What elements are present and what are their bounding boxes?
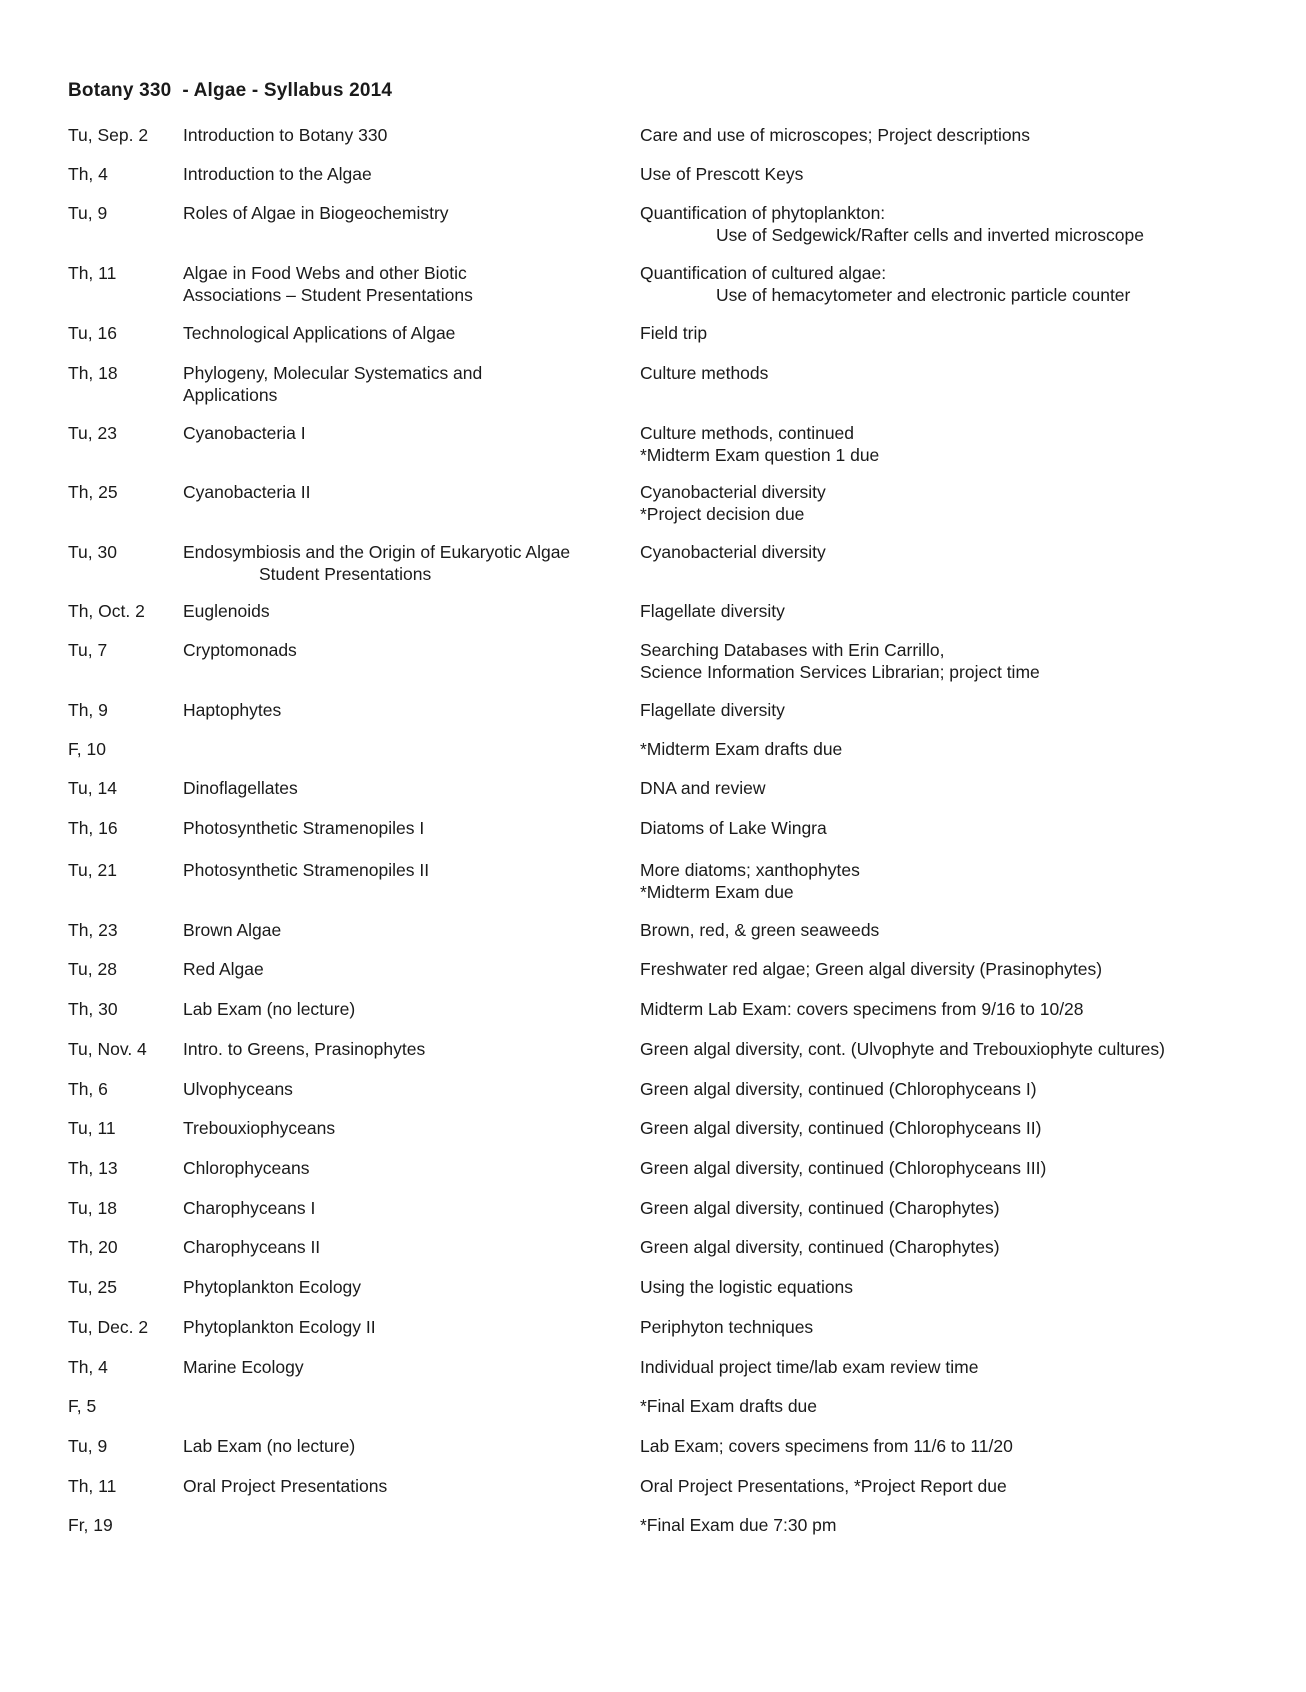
lab-topic	[640, 817, 827, 839]
lecture-line: Photosynthetic Stramenopiles I	[183, 818, 425, 838]
lab-line: Care and use of microscopes; Project descriptions	[640, 125, 1031, 145]
lab-topic	[640, 699, 785, 721]
lab-line: Green algal diversity, continued (Charophytes)	[640, 1237, 1000, 1257]
lab-line: Field trip	[640, 323, 708, 343]
lab-topic	[640, 124, 1030, 146]
lab-line: Cyanobacterial diversity	[640, 542, 826, 562]
lab-line: DNA and review	[640, 778, 766, 798]
lab-topic	[640, 1356, 978, 1378]
session-date: Th, 23	[68, 920, 118, 940]
lab-line: Brown, red, & green seaweeds	[640, 920, 880, 940]
lab-topic	[640, 998, 1084, 1020]
lecture-topic	[183, 1236, 320, 1258]
lecture-topic	[183, 1475, 387, 1497]
session-date: Fr, 19	[68, 1515, 113, 1535]
lab-line: Searching Databases with Erin Carrillo,	[640, 640, 945, 660]
lab-topic	[640, 1197, 1000, 1219]
lecture-line: Technological Applications of Algae	[183, 323, 456, 343]
lab-topic	[640, 1514, 837, 1536]
session-date: Tu, 21	[68, 860, 117, 880]
session-date: Tu, Dec. 2	[68, 1317, 149, 1337]
page-title: Botany 330 - Algae - Syllabus 2014	[68, 80, 393, 101]
lab-topic	[640, 1117, 1041, 1139]
lab-line: Periphyton techniques	[640, 1317, 814, 1337]
session-date: Tu, 7	[68, 640, 108, 660]
lab-topic	[640, 1078, 1037, 1100]
lab-line: *Project decision due	[640, 504, 805, 524]
lab-topic	[640, 777, 765, 799]
lecture-line: Ulvophyceans	[183, 1079, 293, 1099]
lab-topic	[640, 639, 1040, 683]
session-date: Tu, 11	[68, 1118, 116, 1138]
lab-line: Flagellate diversity	[640, 601, 785, 621]
lab-line: More diatoms; xanthophytes	[640, 860, 860, 880]
lecture-topic	[183, 998, 355, 1020]
lecture-topic	[183, 124, 387, 146]
lecture-topic	[183, 1316, 376, 1338]
lab-topic	[640, 919, 879, 941]
lab-topic	[640, 541, 826, 563]
lab-line: Flagellate diversity	[640, 700, 785, 720]
session-date: Tu, 9	[68, 1436, 108, 1456]
lecture-topic	[183, 262, 473, 306]
lab-line: Use of Sedgewick/Rafter cells and inverted microscope	[716, 225, 1144, 245]
lecture-topic	[183, 481, 310, 503]
session-date: Tu, 28	[68, 959, 117, 979]
lab-topic	[640, 1236, 1000, 1258]
session-date: Th, 30	[68, 999, 118, 1019]
lecture-topic	[183, 362, 482, 406]
lab-topic	[640, 202, 1144, 246]
lecture-topic	[183, 163, 372, 185]
session-date: Th, 4	[68, 164, 108, 184]
lecture-line: Charophyceans II	[183, 1237, 321, 1257]
session-date: Tu, 16	[68, 323, 117, 343]
lecture-line: Dinoflagellates	[183, 778, 298, 798]
lab-line: *Midterm Exam question 1 due	[640, 445, 880, 465]
session-date: Th, 18	[68, 363, 118, 383]
lab-line: Green algal diversity, continued (Chlorophyceans III)	[640, 1158, 1047, 1178]
lab-line: Use of Prescott Keys	[640, 164, 804, 184]
lab-line: Green algal diversity, continued (Chlorophyceans II)	[640, 1118, 1042, 1138]
lab-topic	[640, 859, 860, 903]
lecture-topic	[183, 777, 298, 799]
lab-topic	[640, 1435, 1013, 1457]
lab-line: Green algal diversity, continued (Charophytes)	[640, 1198, 1000, 1218]
lab-topic	[640, 738, 842, 760]
lecture-topic	[183, 859, 429, 881]
lab-topic	[640, 422, 879, 466]
lab-line: Individual project time/lab exam review time	[640, 1357, 979, 1377]
lecture-line: Phylogeny, Molecular Systematics and	[183, 363, 483, 383]
lab-line: Cyanobacterial diversity	[640, 482, 826, 502]
lab-topic	[640, 481, 826, 525]
lab-topic	[640, 262, 1130, 306]
session-date: Tu, Nov. 4	[68, 1039, 147, 1059]
lecture-topic	[183, 1197, 315, 1219]
session-date: Th, Oct. 2	[68, 601, 145, 621]
lecture-line: Introduction to the Algae	[183, 164, 372, 184]
lecture-line: Chlorophyceans	[183, 1158, 310, 1178]
lab-line: Quantification of phytoplankton:	[640, 203, 886, 223]
session-date: Th, 11	[68, 1476, 117, 1496]
lab-topic	[640, 600, 785, 622]
lecture-line: Euglenoids	[183, 601, 270, 621]
lab-line: Using the logistic equations	[640, 1277, 854, 1297]
lab-line: Lab Exam; covers specimens from 11/6 to 11/20	[640, 1436, 1013, 1456]
lecture-topic	[183, 699, 281, 721]
session-date: Th, 9	[68, 700, 108, 720]
lab-line: Quantification of cultured algae:	[640, 263, 887, 283]
lecture-line: Trebouxiophyceans	[183, 1118, 336, 1138]
lecture-line: Haptophytes	[183, 700, 282, 720]
session-date: Th, 11	[68, 263, 117, 283]
lecture-line: Photosynthetic Stramenopiles II	[183, 860, 430, 880]
session-date: Th, 4	[68, 1357, 108, 1377]
lecture-line: Endosymbiosis and the Origin of Eukaryotic Algae	[183, 542, 571, 562]
lecture-topic	[183, 1276, 361, 1298]
session-date: Th, 16	[68, 818, 118, 838]
lecture-topic	[183, 817, 424, 839]
lab-topic	[640, 1475, 1007, 1497]
lab-line: Oral Project Presentations, *Project Report due	[640, 1476, 1007, 1496]
lecture-topic	[183, 1078, 293, 1100]
lab-topic	[640, 163, 803, 185]
lab-line: Green algal diversity, cont. (Ulvophyte and Trebouxiophyte cultures)	[640, 1039, 1165, 1059]
lecture-line: Phytoplankton Ecology	[183, 1277, 362, 1297]
lab-topic	[640, 1276, 853, 1298]
lab-topic	[640, 1316, 813, 1338]
lecture-line: Red Algae	[183, 959, 264, 979]
lecture-line: Lab Exam (no lecture)	[183, 999, 356, 1019]
lecture-topic	[183, 919, 281, 941]
session-date: Tu, 18	[68, 1198, 117, 1218]
lecture-line: Algae in Food Webs and other Biotic	[183, 263, 467, 283]
lab-line: *Final Exam drafts due	[640, 1396, 818, 1416]
lab-topic	[640, 362, 768, 384]
lab-line: *Midterm Exam due	[640, 882, 794, 902]
session-date: F, 5	[68, 1396, 97, 1416]
lecture-line: Phytoplankton Ecology II	[183, 1317, 376, 1337]
session-date: Tu, 9	[68, 203, 108, 223]
lecture-topic	[183, 1356, 304, 1378]
lab-line: Science Information Services Librarian; project time	[640, 662, 1040, 682]
lecture-topic	[183, 422, 306, 444]
lecture-line: Cyanobacteria II	[183, 482, 311, 502]
lab-line: Green algal diversity, continued (Chlorophyceans I)	[640, 1079, 1037, 1099]
lab-line: Diatoms of Lake Wingra	[640, 818, 827, 838]
lecture-line: Brown Algae	[183, 920, 282, 940]
lecture-line: Cryptomonads	[183, 640, 297, 660]
lecture-line: Roles of Algae in Biogeochemistry	[183, 203, 449, 223]
lecture-topic	[183, 541, 570, 585]
session-date: Th, 6	[68, 1079, 108, 1099]
lecture-topic	[183, 600, 270, 622]
lecture-line: Intro. to Greens, Prasinophytes	[183, 1039, 426, 1059]
lecture-line: Lab Exam (no lecture)	[183, 1436, 356, 1456]
lecture-topic	[183, 1435, 355, 1457]
session-date: Tu, 23	[68, 423, 117, 443]
lab-line: Use of hemacytometer and electronic particle counter	[716, 285, 1131, 305]
lab-topic	[640, 958, 1102, 980]
lecture-topic	[183, 1038, 425, 1060]
lecture-line: Introduction to Botany 330	[183, 125, 388, 145]
lab-topic	[640, 322, 707, 344]
lecture-topic	[183, 1157, 309, 1179]
lab-line: *Final Exam due 7:30 pm	[640, 1515, 837, 1535]
lab-line: *Midterm Exam drafts due	[640, 739, 843, 759]
session-date: Th, 13	[68, 1158, 118, 1178]
lecture-topic	[183, 639, 297, 661]
lecture-line: Oral Project Presentations	[183, 1476, 388, 1496]
lab-line: Culture methods, continued	[640, 423, 855, 443]
lab-line: Culture methods	[640, 363, 769, 383]
lecture-line: Marine Ecology	[183, 1357, 304, 1377]
lab-line: Midterm Lab Exam: covers specimens from 9/16 to 10/28	[640, 999, 1084, 1019]
lecture-line: Applications	[183, 385, 278, 405]
lecture-topic	[183, 958, 264, 980]
lecture-line: Student Presentations	[259, 564, 432, 584]
lecture-topic	[183, 322, 455, 344]
session-date: Tu, Sep. 2	[68, 125, 149, 145]
lecture-line: Cyanobacteria I	[183, 423, 306, 443]
lab-topic	[640, 1395, 817, 1417]
lab-line: Freshwater red algae; Green algal diversity (Prasinophytes)	[640, 959, 1103, 979]
lecture-line: Charophyceans I	[183, 1198, 316, 1218]
session-date: F, 10	[68, 739, 106, 759]
session-date: Th, 25	[68, 482, 118, 502]
lab-topic	[640, 1157, 1046, 1179]
lab-topic	[640, 1038, 1165, 1060]
lecture-topic	[183, 202, 449, 224]
session-date: Th, 20	[68, 1237, 118, 1257]
session-date: Tu, 14	[68, 778, 117, 798]
session-date: Tu, 25	[68, 1277, 117, 1297]
lecture-line: Associations – Student Presentations	[183, 285, 473, 305]
lecture-topic	[183, 1117, 335, 1139]
session-date: Tu, 30	[68, 542, 117, 562]
